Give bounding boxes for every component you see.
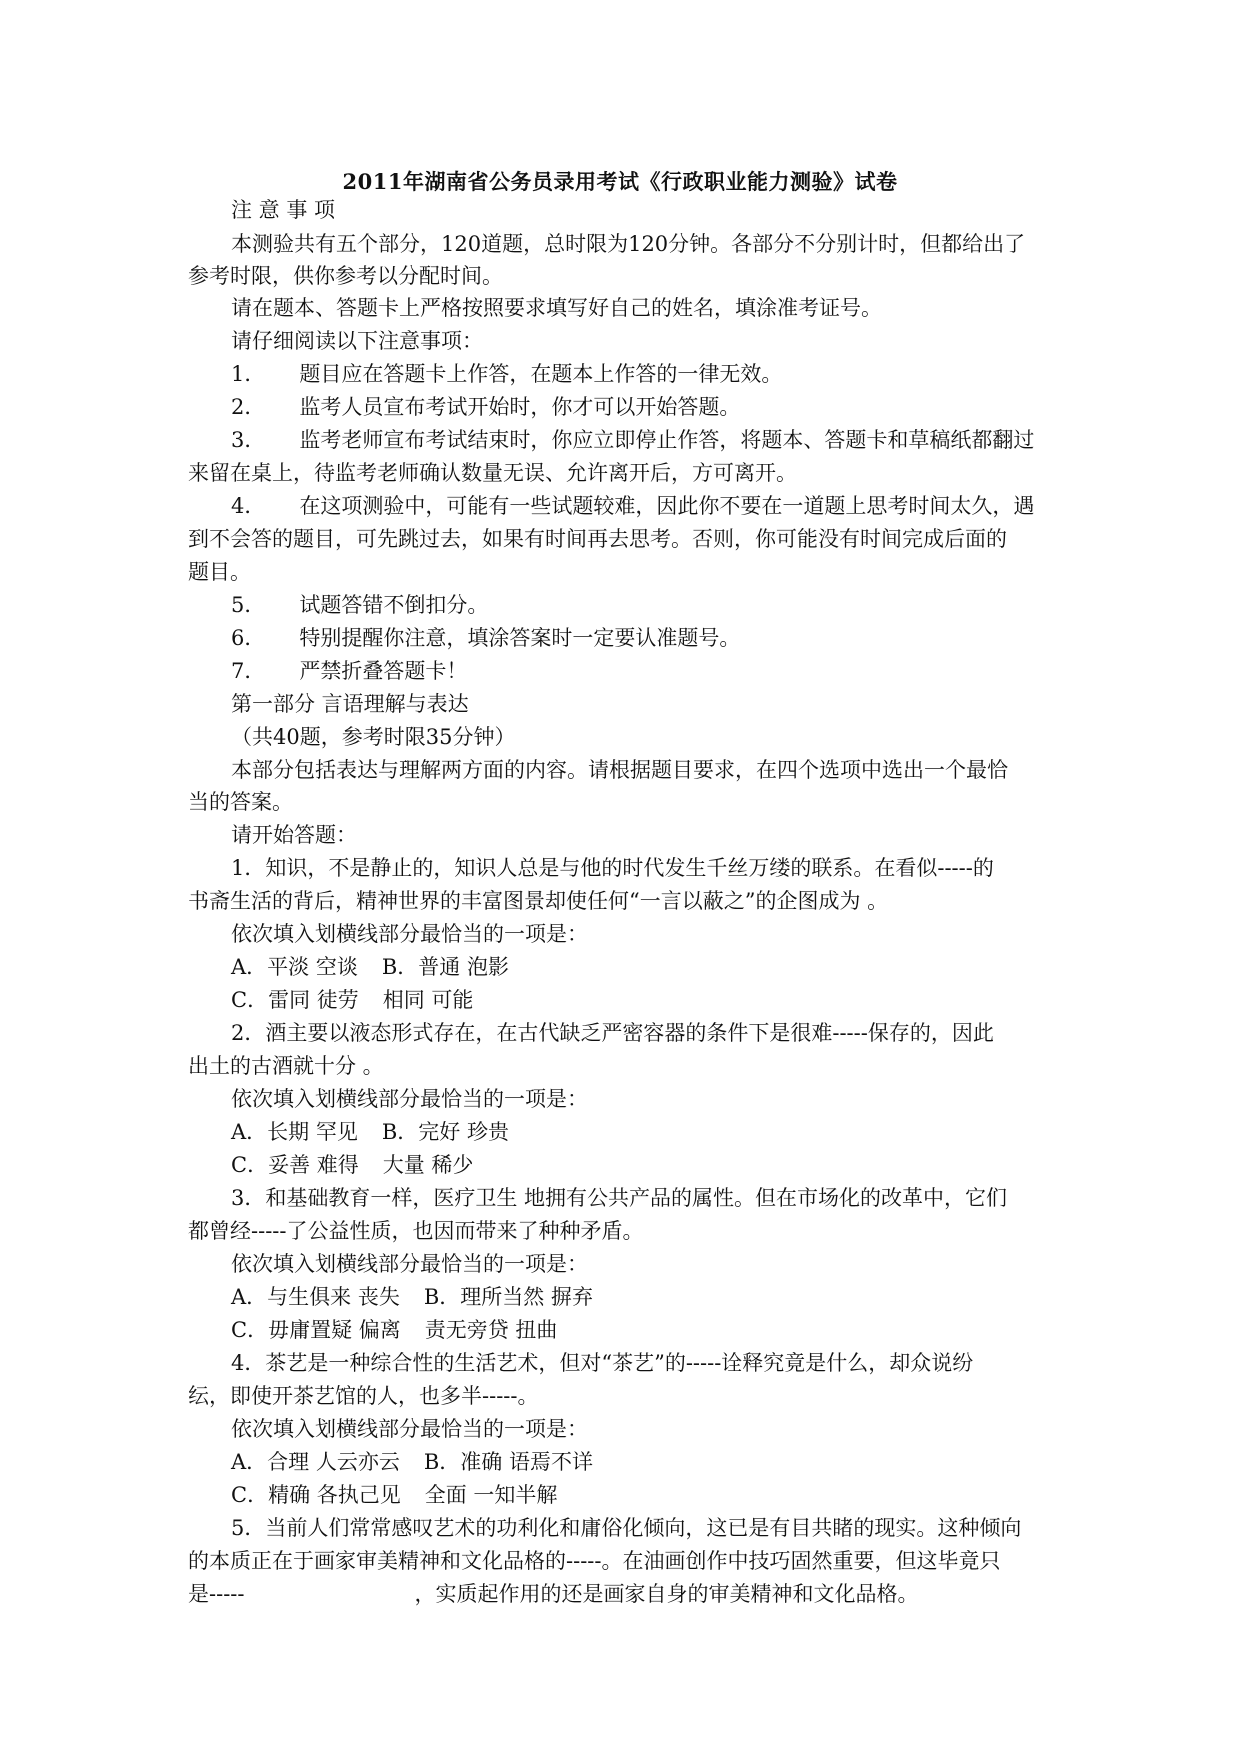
- rule-item: [231, 657, 467, 685]
- rule-item: [231, 492, 1034, 520]
- question-prompt: 依次填入划横线部分最恰当的一项是：: [231, 1252, 588, 1276]
- rule-number: 6．: [231, 626, 266, 650]
- rule-number: 7．: [231, 659, 266, 683]
- option-row: [231, 1448, 593, 1476]
- option-a: A．长期 罕见: [231, 1120, 358, 1144]
- intro-line: 请在题本、答题卡上严格按照要求填写好自己的姓名，填涂准考证号。: [231, 296, 882, 320]
- rule-item: [231, 591, 488, 619]
- option-d: 责无旁贷 扭曲: [424, 1318, 558, 1342]
- question-stem: [188, 1580, 918, 1608]
- question-prompt: 依次填入划横线部分最恰当的一项是：: [231, 1087, 588, 1111]
- question-stem: 纭，即使开茶艺馆的人，也多半-----。: [188, 1384, 539, 1408]
- option-b: B．完好 珍贵: [381, 1120, 509, 1144]
- option-a: A．合理 人云亦云: [231, 1450, 400, 1474]
- option-row: [231, 953, 509, 981]
- question-stem: 2．酒主要以液态形式存在，在古代缺乏严密容器的条件下是很难-----保存的，因此: [231, 1021, 994, 1045]
- option-d: 相同 可能: [382, 988, 474, 1012]
- option-row: [231, 1283, 593, 1311]
- part-description: 当的答案。: [188, 790, 293, 814]
- option-a: A．平淡 空谈: [231, 955, 358, 979]
- rule-text: 题目应在答题卡上作答，在题本上作答的一律无效。: [299, 362, 783, 386]
- rule-text: 监考老师宣布考试结束时，你应立即停止作答，将题本、答题卡和草稿纸都翻过: [299, 428, 1035, 452]
- part-description: 本部分包括表达与理解两方面的内容。请根据题目要求，在四个选项中选出一个最恰: [231, 758, 1008, 782]
- rule-text: 严禁折叠答题卡！: [299, 659, 468, 683]
- rule-text: 在这项测验中，可能有一些试题较难，因此你不要在一道题上思考时间太久，遇: [299, 494, 1035, 518]
- rule-item: [231, 360, 782, 388]
- option-b: B．准确 语焉不详: [423, 1450, 593, 1474]
- rule-continuation: 来留在桌上，待监考老师确认数量无误、允许离开后，方可离开。: [188, 461, 797, 485]
- option-d: 大量 稀少: [382, 1153, 474, 1177]
- question-stem: 5．当前人们常常感叹艺术的功利化和庸俗化倾向，这已是有目共睹的现实。这种倾向: [231, 1516, 1022, 1540]
- question-stem: 书斋生活的背后，精神世界的丰富图景却使任何“一言以蔽之”的企图成为 。: [188, 889, 889, 913]
- option-row: [231, 986, 473, 1014]
- option-c: C．毋庸置疑 偏离: [231, 1318, 401, 1342]
- part-time: （共40题，参考时限35分钟）: [231, 725, 516, 749]
- rule-continuation: 题目。: [188, 560, 251, 584]
- option-a: A．与生俱来 丧失: [231, 1285, 400, 1309]
- rule-number: 1．: [231, 362, 266, 386]
- rule-text: 监考人员宣布考试开始时，你才可以开始答题。: [299, 395, 741, 419]
- rule-number: 2．: [231, 395, 266, 419]
- question-prompt: 依次填入划横线部分最恰当的一项是：: [231, 922, 588, 946]
- option-c: C．雷同 徒劳: [231, 988, 359, 1012]
- question-stem: 4．茶艺是一种综合性的生活艺术，但对“茶艺”的-----诠释究竟是什么，却众说纷: [231, 1351, 974, 1375]
- option-c: C．妥善 难得: [231, 1153, 359, 1177]
- intro-line: 本测验共有五个部分，120道题，总时限为120分钟。各部分不分别计时，但都给出了: [231, 232, 1026, 256]
- rule-text: 特别提醒你注意，填涂答案时一定要认准题号。: [299, 626, 741, 650]
- question-stem: 3．和基础教育一样，医疗卫生 地拥有公共产品的属性。但在市场化的改革中，它们: [231, 1186, 1008, 1210]
- rule-number: 3．: [231, 428, 266, 452]
- document-title: 2011年湖南省公务员录用考试《行政职业能力测验》试卷: [342, 169, 898, 194]
- option-c: C．精确 各执己见: [231, 1483, 401, 1507]
- intro-line: 参考时限，供你参考以分配时间。: [188, 264, 503, 288]
- option-d: 全面 一知半解: [424, 1483, 558, 1507]
- option-b: B．普通 泡影: [381, 955, 509, 979]
- question-prompt: 依次填入划横线部分最恰当的一项是：: [231, 1417, 588, 1441]
- rule-number: 5．: [231, 593, 266, 617]
- option-row: [231, 1316, 557, 1344]
- option-row: [231, 1118, 509, 1146]
- question-stem: 的本质正在于画家审美精神和文化品格的-----。在油画创作中技巧固然重要，但这毕竟只: [188, 1549, 1001, 1573]
- rule-item: [231, 624, 740, 652]
- question-stem-part: ，实质起作用的还是画家自身的审美精神和文化品格。: [414, 1582, 919, 1606]
- option-row: [231, 1151, 473, 1179]
- start-instruction: 请开始答题：: [231, 823, 357, 847]
- rule-text: 试题答错不倒扣分。: [299, 593, 489, 617]
- rule-item: [231, 426, 1034, 454]
- question-stem: 都曾经-----了公益性质，也因而带来了种种矛盾。: [188, 1219, 644, 1243]
- notice-heading: 注 意 事 项: [231, 198, 336, 222]
- option-b: B．理所当然 摒弃: [423, 1285, 593, 1309]
- rule-item: [231, 393, 740, 421]
- question-stem-part: 是-----: [188, 1582, 245, 1606]
- question-stem: 出土的古酒就十分 。: [188, 1054, 384, 1078]
- part-heading: 第一部分 言语理解与表达: [231, 692, 469, 716]
- rule-number: 4．: [231, 494, 266, 518]
- option-row: [231, 1481, 557, 1509]
- rule-continuation: 到不会答的题目，可先跳过去，如果有时间再去思考。否则，你可能没有时间完成后面的: [188, 527, 1007, 551]
- question-stem: 1．知识，不是静止的，知识人总是与他的时代发生千丝万缕的联系。在看似-----的: [231, 856, 994, 880]
- intro-line: 请仔细阅读以下注意事项：: [231, 329, 483, 353]
